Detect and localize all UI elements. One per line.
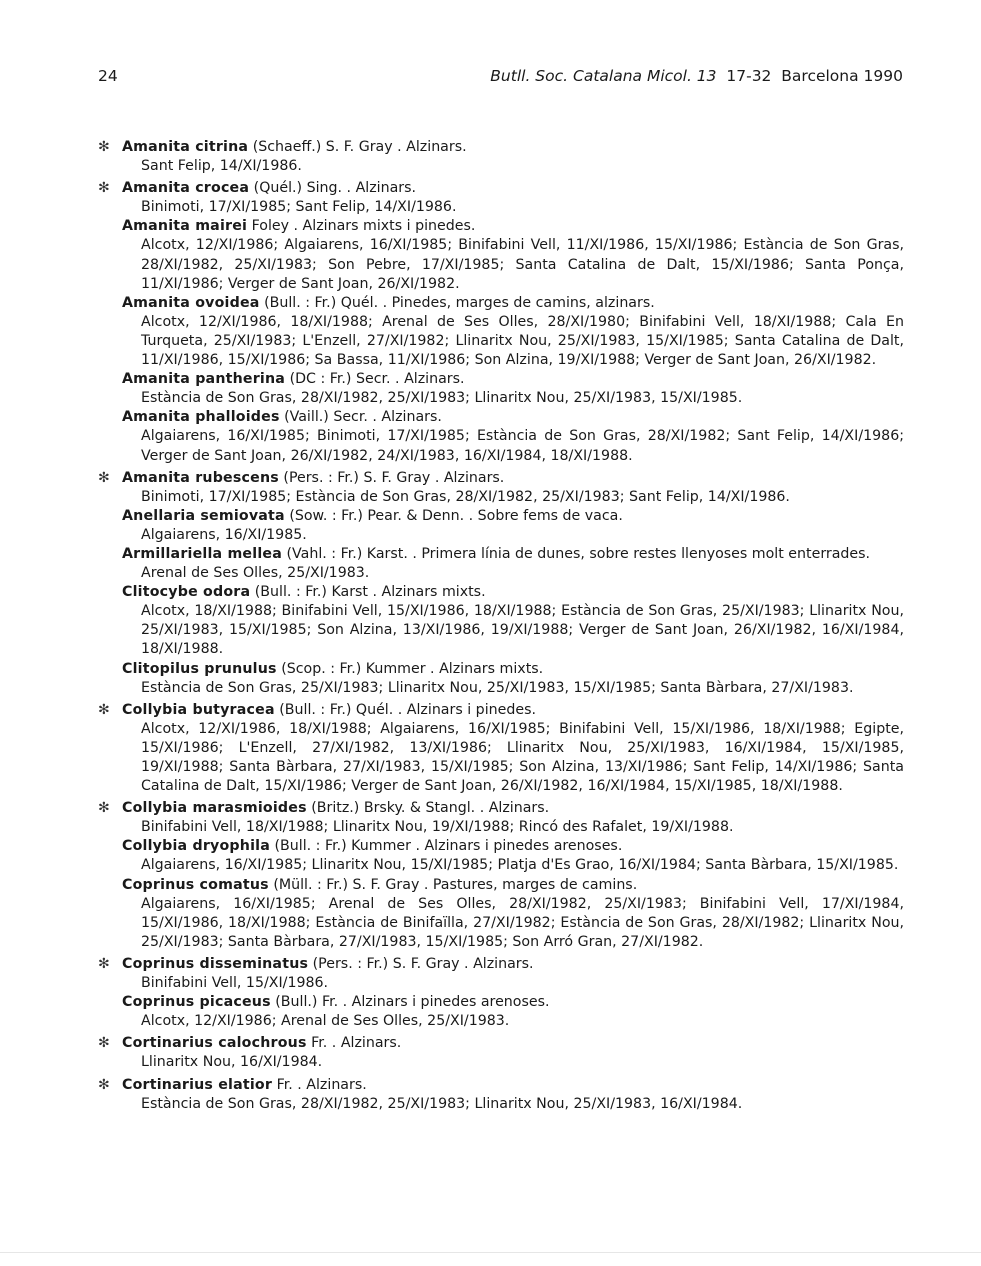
place-year: Barcelona 1990 bbox=[781, 67, 903, 85]
species-localities: Estància de Son Gras, 28/XI/1982, 25/XI/1983; Llinaritx Nou, 25/XI/1983, 15/XI/1985. bbox=[141, 390, 743, 407]
species-author-habitat: (Bull. : Fr.) Kummer . Alzinars i pinedes arenoses. bbox=[269, 838, 623, 855]
species-heading bbox=[122, 837, 904, 856]
species-localities: Arenal de Ses Olles, 25/XI/1983. bbox=[141, 565, 370, 582]
species-name: Amanita phalloides bbox=[122, 409, 280, 426]
species-name: Armillariella mellea bbox=[122, 545, 282, 562]
species-localities: Alcotx, 12/XI/1986, 18/XI/1988; Arenal de Ses Olles, 28/XI/1980; Binifabini Vell, 18/XI/1988; Cala En Turqueta, 25/XI/1983; L'Enzell, 27/XI/1982; Llinaritx Nou, 25/XI/1983, 15/XI/1985; Santa Catalina de Dalt, 11/XI/1986, 15/XI/1986; Sa Bassa, 11/XI/1986; Son Alzina, 19/XI/1988; Verger de Sant Joan, 26/XI/1982. bbox=[141, 313, 904, 369]
species-author-habitat: (DC : Fr.) Secr. . Alzinars. bbox=[285, 371, 465, 388]
species-localities: Sant Felip, 14/XI/1986. bbox=[141, 158, 302, 175]
journal-name: Butll. Soc. Catalana Micol. 13 bbox=[490, 67, 717, 85]
species-entry bbox=[98, 138, 904, 176]
species-entry bbox=[98, 1034, 904, 1072]
species-localities: Algaiarens, 16/XI/1985; Llinaritx Nou, 15/XI/1985; Platja d'Es Grao, 16/XI/1984; Santa Bàrbara, 15/XI/1985. bbox=[141, 857, 899, 874]
species-heading bbox=[122, 507, 904, 526]
species-name: Amanita rubescens bbox=[122, 469, 279, 486]
species-localities: Alcotx, 12/XI/1986; Arenal de Ses Olles, 25/XI/1983. bbox=[141, 1013, 510, 1030]
species-heading bbox=[122, 545, 904, 564]
species-name: Amanita mairei bbox=[122, 218, 248, 235]
species-heading bbox=[122, 138, 904, 157]
species-name: Clitopilus prunulus bbox=[122, 660, 277, 677]
species-entry bbox=[98, 955, 904, 993]
species-localities: Alcotx, 12/XI/1986, 18/XI/1988; Algaiarens, 16/XI/1985; Binifabini Vell, 15/XI/1986, 18/XI/1988; Egipte, 15/XI/1986; L'Enzell, 27/XI/1982, 13/XI/1986; Llinaritx Nou, 25/XI/1983, 16/XI/1984, 15/XI/1985, 19/XI/1988; Santa Bàrbara, 27/XI/1983, 15/XI/1985; Son Alzina, 13/XI/1986; Sant Felip, 14/XI/1986; Santa Catalina de Dalt, 15/XI/1986; Verger de Sant Joan, 26/XI/1982, 16/XI/1984, 15/XI/1985, 18/XI/1988. bbox=[141, 720, 904, 795]
species-author-habitat: (Pers. : Fr.) S. F. Gray . Alzinars. bbox=[308, 955, 534, 972]
species-author-habitat: (Bull. : Fr.) Karst . Alzinars mixts. bbox=[250, 584, 486, 601]
species-localities: Binifabini Vell, 18/XI/1988; Llinaritx Nou, 19/XI/1988; Rincó des Rafalet, 19/XI/1988. bbox=[141, 819, 734, 836]
page-header bbox=[98, 66, 903, 86]
page-number: 24 bbox=[98, 67, 118, 85]
species-heading bbox=[122, 469, 904, 488]
species-author-habitat: (Pers. : Fr.) S. F. Gray . Alzinars. bbox=[278, 469, 505, 486]
species-name: Amanita crocea bbox=[122, 180, 250, 197]
species-name: Collybia butyracea bbox=[122, 701, 275, 718]
species-entry bbox=[98, 179, 904, 217]
species-localities: Alcotx, 18/XI/1988; Binifabini Vell, 15/XI/1986, 18/XI/1988; Estància de Son Gras, 25/XI/1983; Llinaritx Nou, 25/XI/1983, 15/XI/1985; Son Alzina, 13/XI/1986, 19/XI/1988; Verger de Sant Joan, 26/XI/1982, 16/XI/1984, 18/XI/1988. bbox=[141, 603, 904, 658]
asterisk-icon: ✻ bbox=[98, 180, 110, 197]
species-author-habitat: Fr. . Alzinars. bbox=[306, 1035, 402, 1052]
species-heading bbox=[122, 370, 904, 389]
pages-range: 17-32 bbox=[726, 67, 772, 85]
species-entry bbox=[122, 217, 904, 293]
species-name: Collybia dryophila bbox=[122, 838, 270, 855]
species-name: Coprinus disseminatus bbox=[122, 955, 309, 972]
species-entry bbox=[122, 370, 904, 408]
species-entry bbox=[122, 545, 904, 583]
species-entry bbox=[98, 469, 904, 507]
species-author-habitat: (Sow. : Fr.) Pear. & Denn. . Sobre fems de vaca. bbox=[284, 507, 623, 524]
species-entry bbox=[122, 837, 904, 875]
species-author-habitat: (Britz.) Brsky. & Stangl. . Alzinars. bbox=[306, 800, 550, 817]
asterisk-icon: ✻ bbox=[98, 701, 110, 718]
species-localities: Binimoti, 17/XI/1985; Sant Felip, 14/XI/1986. bbox=[141, 199, 457, 216]
species-entry bbox=[122, 583, 904, 659]
species-localities: Llinaritx Nou, 16/XI/1984. bbox=[141, 1054, 323, 1071]
species-localities: Estància de Son Gras, 25/XI/1983; Llinaritx Nou, 25/XI/1983, 15/XI/1985; Santa Bàrbara, 27/XI/1983. bbox=[141, 679, 854, 696]
asterisk-icon: ✻ bbox=[98, 1076, 110, 1093]
species-name: Cortinarius elatior bbox=[122, 1076, 273, 1093]
species-author-habitat: (Quél.) Sing. . Alzinars. bbox=[249, 180, 417, 197]
species-localities: Binifabini Vell, 15/XI/1986. bbox=[141, 975, 329, 992]
species-heading bbox=[122, 993, 904, 1012]
species-author-habitat: (Bull. : Fr.) Quél. . Pinedes, marges de camins, alzinars. bbox=[259, 294, 655, 311]
asterisk-icon: ✻ bbox=[98, 800, 110, 817]
species-entry bbox=[98, 799, 904, 837]
species-entry bbox=[122, 408, 904, 465]
species-author-habitat: Fr. . Alzinars. bbox=[272, 1076, 367, 1093]
journal-citation bbox=[490, 66, 903, 86]
species-localities: Algaiarens, 16/XI/1985; Arenal de Ses Olles, 28/XI/1982, 25/XI/1983; Binifabini Vell, 17/XI/1984, 15/XI/1986, 18/XI/1988; Estància de Binifaïlla, 27/XI/1982; Estància de Son Gras, 28/XI/1982; Llinaritx Nou, 25/XI/1983; Santa Bàrbara, 27/XI/1983, 15/XI/1985; Son Arró Gran, 27/XI/1982. bbox=[141, 895, 904, 950]
species-entry bbox=[98, 701, 904, 796]
species-localities: Algaiarens, 16/XI/1985. bbox=[141, 526, 307, 543]
species-entry bbox=[122, 294, 904, 370]
species-name: Clitocybe odora bbox=[122, 584, 251, 601]
species-localities: Estància de Son Gras, 28/XI/1982, 25/XI/1983; Llinaritx Nou, 25/XI/1983, 16/XI/1984. bbox=[141, 1095, 743, 1112]
species-entry bbox=[122, 876, 904, 952]
asterisk-icon: ✻ bbox=[98, 469, 110, 486]
species-list bbox=[98, 135, 904, 1114]
page-bottom-edge bbox=[0, 1252, 981, 1253]
species-name: Amanita ovoidea bbox=[122, 294, 260, 311]
species-name: Amanita pantherina bbox=[122, 371, 286, 388]
species-heading bbox=[122, 876, 904, 895]
species-localities: Alcotx, 12/XI/1986; Algaiarens, 16/XI/1985; Binifabini Vell, 11/XI/1986, 15/XI/1986; Estància de Son Gras, 28/XI/1982, 25/XI/1983; Son Pebre, 17/XI/1985; Santa Catalina de Dalt, 15/XI/1986; Santa Ponça, 11/XI/1986; Verger de Sant Joan, 26/XI/1982. bbox=[141, 237, 904, 292]
species-heading bbox=[122, 955, 904, 974]
species-heading bbox=[122, 701, 904, 720]
species-author-habitat: (Vahl. : Fr.) Karst. . Primera línia de dunes, sobre restes llenyoses molt enterrades. bbox=[281, 545, 871, 562]
species-name: Coprinus picaceus bbox=[122, 994, 271, 1011]
species-author-habitat: (Müll. : Fr.) S. F. Gray . Pastures, marges de camins. bbox=[268, 876, 638, 893]
species-name: Coprinus comatus bbox=[122, 876, 269, 893]
species-author-habitat: (Bull.) Fr. . Alzinars i pinedes arenoses. bbox=[270, 994, 550, 1011]
asterisk-icon: ✻ bbox=[98, 955, 110, 972]
species-name: Amanita citrina bbox=[122, 139, 249, 155]
species-entry bbox=[122, 507, 904, 545]
species-name: Collybia marasmioides bbox=[122, 800, 307, 817]
species-entry bbox=[98, 1076, 904, 1114]
species-heading bbox=[122, 217, 904, 236]
asterisk-icon: ✻ bbox=[98, 1035, 110, 1052]
species-heading bbox=[122, 179, 904, 198]
species-author-habitat: (Vaill.) Secr. . Alzinars. bbox=[279, 409, 442, 426]
species-localities: Algaiarens, 16/XI/1985; Binimoti, 17/XI/1985; Estància de Son Gras, 28/XI/1982; Sant Felip, 14/XI/1986; Verger de Sant Joan, 26/XI/1982, 24/XI/1983, 16/XI/1984, 18/XI/1988. bbox=[141, 428, 904, 464]
species-heading bbox=[122, 583, 904, 602]
species-entry bbox=[122, 660, 904, 698]
species-name: Anellaria semiovata bbox=[122, 507, 285, 524]
species-heading bbox=[122, 294, 904, 313]
species-author-habitat: (Schaeff.) S. F. Gray . Alzinars. bbox=[248, 139, 467, 155]
species-author-habitat: (Scop. : Fr.) Kummer . Alzinars mixts. bbox=[276, 660, 544, 677]
species-entry bbox=[122, 993, 904, 1031]
species-name: Cortinarius calochrous bbox=[122, 1035, 307, 1052]
species-heading bbox=[122, 799, 904, 818]
species-heading bbox=[122, 408, 904, 427]
species-heading bbox=[122, 1034, 904, 1053]
species-heading bbox=[122, 660, 904, 679]
species-author-habitat: (Bull. : Fr.) Quél. . Alzinars i pinedes. bbox=[274, 701, 536, 718]
species-author-habitat: Foley . Alzinars mixts i pinedes. bbox=[247, 218, 476, 235]
asterisk-icon: ✻ bbox=[98, 139, 110, 155]
species-heading bbox=[122, 1076, 904, 1095]
species-localities: Binimoti, 17/XI/1985; Estància de Son Gras, 28/XI/1982, 25/XI/1983; Sant Felip, 14/XI/1986. bbox=[141, 488, 790, 505]
